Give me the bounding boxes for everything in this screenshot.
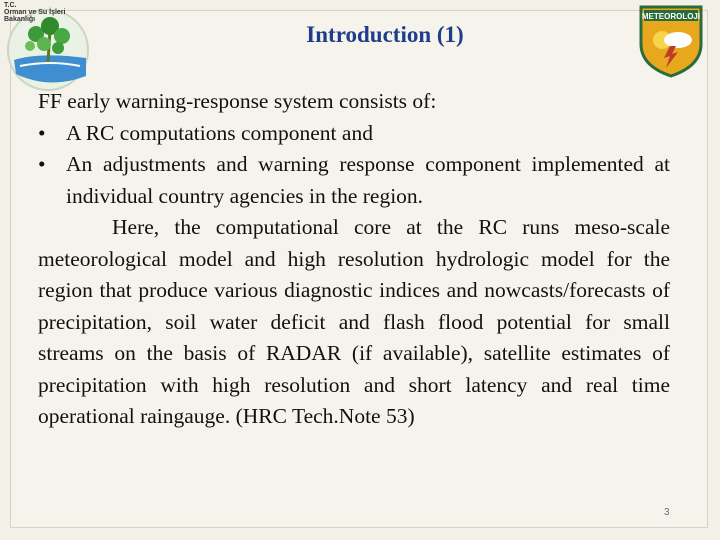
body-paragraph: Here, the computational core at the RC runs meso-scale meteorological model and high resolution hydrologic model for the region that produce various diagnostic indices and nowcasts/forecasts of precipitation, soil water deficit and flash flood potential for small streams on the basis of RADAR (if available), satellite estimates of precipitation with high resolution and short latency and real time operational raingauge. (HRC Tech.Note 53) [38, 215, 670, 428]
bullet-dot-icon: • [38, 120, 46, 145]
slide-title: Introduction (1) [306, 22, 464, 47]
page-number: 3 [664, 507, 670, 518]
bullet-item [38, 149, 670, 212]
bullet-text: A RC computations component and [66, 120, 373, 145]
bullet-text: An adjustments and warning response component implemented at individual country agencies in the region. [66, 152, 670, 208]
meteoroloji-text: METEOROLOJI [641, 12, 701, 21]
slide-body [38, 86, 670, 433]
bullet-item [38, 118, 670, 150]
bullet-dot-icon: • [38, 152, 46, 176]
ministry-logo-text: T.C. Orman ve Su İşleri Bakanlığı [4, 2, 66, 23]
intro-line: FF early warning-response system consists of: [38, 89, 437, 113]
